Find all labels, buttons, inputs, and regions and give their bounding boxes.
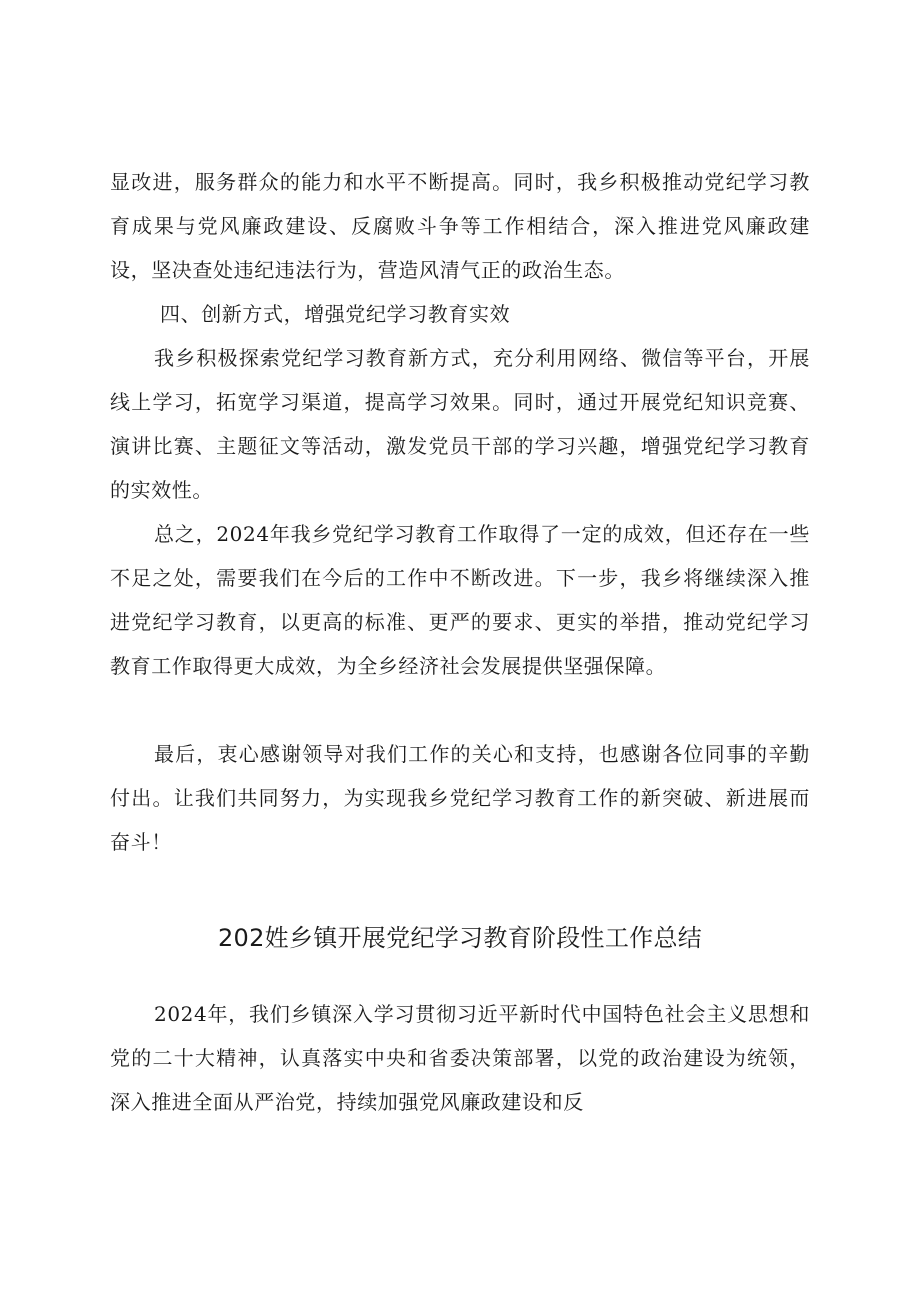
paragraph-thanks: 最后，衷心感谢领导对我们工作的关心和支持，也感谢各位同事的辛勤付出。让我们共同努力，为实现我乡党纪学习教育工作的新突破、新进展而奋斗！ bbox=[110, 742, 810, 854]
second-document-title: 202姓乡镇开展党纪学习教育阶段性工作总结 bbox=[217, 924, 703, 952]
paragraph-innovation: 我乡积极探索党纪学习教育新方式，充分利用网络、微信等平台，开展线上学习，拓宽学习渠道，提高学习效果。同时，通过开展党纪知识竞赛、演讲比赛、主题征文等活动，激发党员干部的学习兴趣，增强党纪学习教育的实效性。 bbox=[110, 346, 810, 502]
paragraph-continuation: 显改进，服务群众的能力和水平不断提高。同时，我乡积极推动党纪学习教育成果与党风廉政建设、反腐败斗争等工作相结合，深入推进党风廉政建设，坚决查处违纪违法行为，营造风清气正的政治生态。 bbox=[110, 170, 810, 282]
second-document-intro: 2024年，我们乡镇深入学习贯彻习近平新时代中国特色社会主义思想和党的二十大精神，认真落实中央和省委决策部署，以党的政治建设为统领，深入推进全面从严治党，持续加强党风廉政建设和反 bbox=[110, 1002, 810, 1114]
paragraph-conclusion: 总之，2024年我乡党纪学习教育工作取得了一定的成效，但还存在一些不足之处，需要我们在今后的工作中不断改进。下一步，我乡将继续深入推进党纪学习教育，以更高的标准、更严的要求、更实的举措，推动党纪学习教育工作取得更大成效，为全乡经济社会发展提供坚强保障。 bbox=[110, 522, 810, 678]
section-heading-4: 四、创新方式，增强党纪学习教育实效 bbox=[160, 302, 511, 326]
